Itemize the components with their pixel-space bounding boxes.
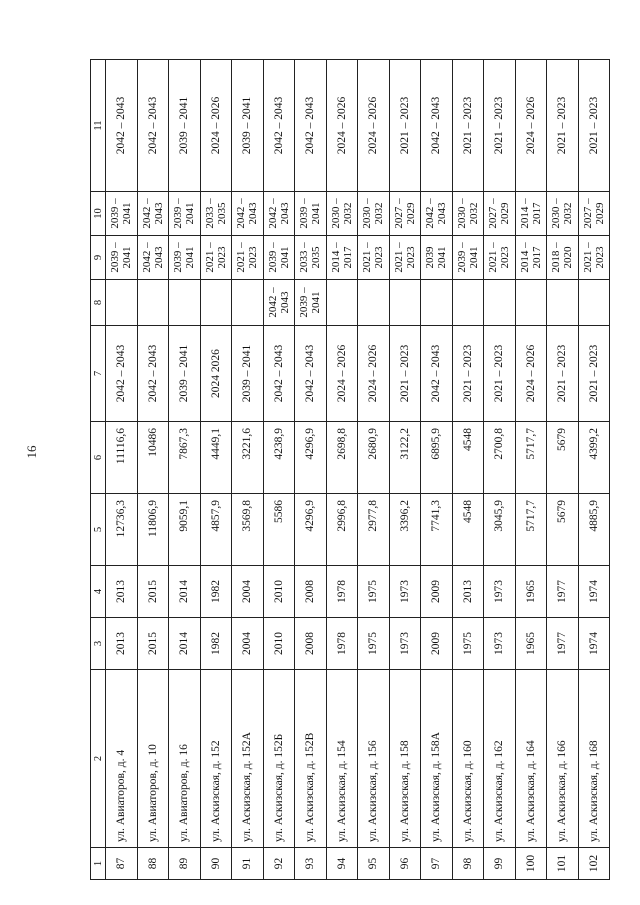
table-row — [452, 60, 484, 880]
period-col8-cell — [389, 280, 421, 326]
total-area-cell: 4548 — [452, 494, 484, 566]
period-col9-cell-line-a: 2039 – — [455, 242, 468, 273]
year-built-cell: 1965 — [515, 618, 547, 670]
year-built-cell: 2008 — [295, 618, 327, 670]
row-number: 95 — [358, 848, 390, 880]
final-period-cell: 2021 – 2023 — [578, 60, 610, 192]
year-built-cell: 1973 — [484, 618, 516, 670]
total-area-cell: 4885,9 — [578, 494, 610, 566]
living-area-cell: 7867,3 — [169, 422, 201, 494]
period-col9-cell — [326, 236, 358, 280]
living-area-cell: 3122,2 — [389, 422, 421, 494]
repair-period-cell: 2039 – 2041 — [232, 326, 264, 422]
year-built-cell: 1975 — [358, 618, 390, 670]
final-period-cell: 2042 – 2043 — [137, 60, 169, 192]
year-commissioned-cell: 1973 — [484, 566, 516, 618]
final-period-cell: 2039 – 2041 — [169, 60, 201, 192]
year-built-cell: 2004 — [232, 618, 264, 670]
row-number: 92 — [263, 848, 295, 880]
period-col9-cell-line-b: 2020 — [562, 246, 575, 269]
final-period-cell: 2021 – 2023 — [484, 60, 516, 192]
final-period-cell: 2039 – 2041 — [232, 60, 264, 192]
repair-period-cell: 2021 – 2023 — [452, 326, 484, 422]
address-cell: ул. Аскизская, д. 158 — [389, 670, 421, 848]
row-number: 102 — [578, 848, 610, 880]
period-col10-cell-line-a: 2027 – — [487, 198, 500, 229]
period-col8-cell — [200, 280, 232, 326]
table-row — [200, 60, 232, 880]
period-col10-cell-line-b: 2032 — [373, 202, 386, 225]
period-col10-cell — [137, 192, 169, 236]
repair-period-cell: 2039 – 2041 — [169, 326, 201, 422]
period-col8-cell — [169, 280, 201, 326]
final-period-cell: 2024 – 2026 — [200, 60, 232, 192]
period-col10-cell-line-a: 2030 – — [455, 198, 468, 229]
repair-period-cell: 2042 – 2043 — [421, 326, 453, 422]
period-col10-cell-line-a: 2030 – — [361, 198, 374, 229]
period-col9-cell — [232, 236, 264, 280]
period-col10-cell-line-b: 2029 — [593, 202, 606, 225]
row-number: 88 — [137, 848, 169, 880]
final-period-cell: 2024 – 2026 — [326, 60, 358, 192]
table-row — [263, 60, 295, 880]
repair-period-cell: 2021 – 2023 — [389, 326, 421, 422]
column-header-5: 5 — [91, 494, 106, 566]
address-cell: ул. Аскизская, д. 158А — [421, 670, 453, 848]
total-area-cell: 5717,7 — [515, 494, 547, 566]
period-col10-cell-line-b: 2017 — [530, 202, 543, 225]
period-col10-cell — [326, 192, 358, 236]
row-number: 87 — [106, 848, 138, 880]
year-commissioned-cell: 2014 — [169, 566, 201, 618]
address-cell: ул. Аскизская, д. 154 — [326, 670, 358, 848]
year-commissioned-cell: 2013 — [452, 566, 484, 618]
period-col10-cell-line-b: 2043 — [152, 202, 165, 225]
total-area-cell: 5586 — [263, 494, 295, 566]
period-col10-cell — [578, 192, 610, 236]
period-col8-cell — [232, 280, 264, 326]
living-area-cell: 6895,9 — [421, 422, 453, 494]
column-header-4: 4 — [91, 566, 106, 618]
period-col9-cell-line-a: 2039 — [424, 246, 437, 269]
rotated-table-wrap — [90, 60, 610, 880]
period-col9-cell — [421, 236, 453, 280]
column-header-7: 7 — [91, 326, 106, 422]
period-col9-cell-line-b: 2041 — [184, 246, 197, 269]
period-col10-cell-line-a: 2042 – — [266, 198, 279, 229]
year-commissioned-cell: 1978 — [326, 566, 358, 618]
year-commissioned-cell: 1965 — [515, 566, 547, 618]
period-col10-cell-line-b: 2043 — [278, 202, 291, 225]
period-col9-cell-line-a: 2033 – — [298, 242, 311, 273]
period-col8-cell — [137, 280, 169, 326]
period-col10-cell-line-a: 2042 – — [235, 198, 248, 229]
table-row — [232, 60, 264, 880]
period-col10-cell-line-a: 2033 – — [203, 198, 216, 229]
period-col10-cell — [389, 192, 421, 236]
period-col9-cell — [295, 236, 327, 280]
period-col9-cell — [200, 236, 232, 280]
repair-period-cell: 2024 – 2026 — [326, 326, 358, 422]
table-row — [137, 60, 169, 880]
row-number: 99 — [484, 848, 516, 880]
period-col9-cell-line-a: 2018 – — [550, 242, 563, 273]
period-col10-cell-line-a: 2039 – — [109, 198, 122, 229]
period-col10-cell — [106, 192, 138, 236]
period-col8-cell-line-b: 2041 — [310, 291, 323, 314]
address-cell: ул. Авиаторов, д. 4 — [106, 670, 138, 848]
year-built-cell: 2009 — [421, 618, 453, 670]
address-cell: ул. Аскизская, д. 164 — [515, 670, 547, 848]
final-period-cell: 2042 – 2043 — [106, 60, 138, 192]
period-col9-cell-line-b: 2035 — [310, 246, 323, 269]
period-col8-cell — [358, 280, 390, 326]
table-row — [326, 60, 358, 880]
page-number: 16 — [24, 445, 39, 459]
period-col9-cell — [515, 236, 547, 280]
header-row — [91, 60, 106, 880]
column-header-11: 11 — [91, 60, 106, 192]
table-row — [169, 60, 201, 880]
repair-period-cell: 2021 – 2023 — [578, 326, 610, 422]
address-cell: ул. Аскизская, д. 152В — [295, 670, 327, 848]
year-commissioned-cell: 2010 — [263, 566, 295, 618]
period-col9-cell-line-a: 2021 – — [487, 242, 500, 273]
final-period-cell: 2042 – 2043 — [295, 60, 327, 192]
address-cell: ул. Аскизская, д. 166 — [547, 670, 579, 848]
period-col9-cell-line-b: 2043 — [152, 246, 165, 269]
housing-table — [90, 59, 610, 880]
year-commissioned-cell: 1977 — [547, 566, 579, 618]
total-area-cell: 5679 — [547, 494, 579, 566]
period-col10-cell-line-b: 2029 — [499, 202, 512, 225]
repair-period-cell: 2021 – 2023 — [547, 326, 579, 422]
repair-period-cell: 2024 – 2026 — [358, 326, 390, 422]
year-built-cell: 2010 — [263, 618, 295, 670]
period-col9-cell-line-a: 2021 – — [392, 242, 405, 273]
living-area-cell: 4296,9 — [295, 422, 327, 494]
period-col9-cell-line-a: 2021 – — [361, 242, 374, 273]
period-col9-cell — [358, 236, 390, 280]
total-area-cell: 4296,9 — [295, 494, 327, 566]
row-number: 89 — [169, 848, 201, 880]
period-col10-cell — [263, 192, 295, 236]
row-number: 96 — [389, 848, 421, 880]
year-commissioned-cell: 1973 — [389, 566, 421, 618]
repair-period-cell: 2021 – 2023 — [484, 326, 516, 422]
living-area-cell: 2700,8 — [484, 422, 516, 494]
row-number: 97 — [421, 848, 453, 880]
period-col8-cell — [578, 280, 610, 326]
period-col8-cell-line-b: 2043 — [278, 291, 291, 314]
repair-period-cell: 2042 – 2043 — [263, 326, 295, 422]
year-built-cell: 1977 — [547, 618, 579, 670]
column-header-10: 10 — [91, 192, 106, 236]
repair-period-cell: 2042 – 2043 — [295, 326, 327, 422]
table-row — [358, 60, 390, 880]
period-col10-cell-line-b: 2041 — [310, 202, 323, 225]
period-col10-cell-line-a: 2039 – — [298, 198, 311, 229]
living-area-cell: 4399,2 — [578, 422, 610, 494]
period-col10-cell — [452, 192, 484, 236]
living-area-cell: 10486 — [137, 422, 169, 494]
year-commissioned-cell: 2009 — [421, 566, 453, 618]
living-area-cell: 4238,9 — [263, 422, 295, 494]
period-col8-cell — [263, 280, 295, 326]
period-col10-cell — [169, 192, 201, 236]
period-col9-cell-line-a: 2021 – — [203, 242, 216, 273]
table-body — [106, 60, 610, 880]
period-col9-cell — [137, 236, 169, 280]
period-col10-cell — [295, 192, 327, 236]
year-built-cell: 1975 — [452, 618, 484, 670]
final-period-cell: 2021 – 2023 — [452, 60, 484, 192]
period-col10-cell-line-b: 2035 — [215, 202, 228, 225]
row-number: 93 — [295, 848, 327, 880]
period-col10-cell-line-a: 2039 – — [172, 198, 185, 229]
period-col10-cell-line-a: 2030 – — [550, 198, 563, 229]
period-col8-cell — [515, 280, 547, 326]
living-area-cell: 11116,6 — [106, 422, 138, 494]
year-built-cell: 2013 — [106, 618, 138, 670]
living-area-cell: 2698,8 — [326, 422, 358, 494]
table-row — [389, 60, 421, 880]
period-col10-cell — [232, 192, 264, 236]
total-area-cell: 2977,8 — [358, 494, 390, 566]
year-built-cell: 1974 — [578, 618, 610, 670]
total-area-cell: 7741,3 — [421, 494, 453, 566]
row-number: 98 — [452, 848, 484, 880]
period-col9-cell-line-a: 2039 – — [109, 242, 122, 273]
living-area-cell: 4548 — [452, 422, 484, 494]
address-cell: ул. Авиаторов, д. 10 — [137, 670, 169, 848]
address-cell: ул. Аскизская, д. 160 — [452, 670, 484, 848]
address-cell: ул. Аскизская, д. 152 — [200, 670, 232, 848]
period-col9-cell-line-b: 2023 — [373, 246, 386, 269]
period-col9-cell-line-b: 2041 — [436, 246, 449, 269]
address-cell: ул. Аскизская, д. 156 — [358, 670, 390, 848]
column-header-2: 2 — [91, 670, 106, 848]
period-col9-cell-line-b: 2023 — [404, 246, 417, 269]
period-col9-cell — [578, 236, 610, 280]
year-commissioned-cell: 1975 — [358, 566, 390, 618]
repair-period-cell: 2042 – 2043 — [106, 326, 138, 422]
period-col9-cell — [263, 236, 295, 280]
total-area-cell: 9059,1 — [169, 494, 201, 566]
period-col8-cell-line-a: 2039 – — [298, 287, 311, 318]
address-cell: ул. Аскизская, д. 168 — [578, 670, 610, 848]
period-col10-cell — [421, 192, 453, 236]
row-number: 101 — [547, 848, 579, 880]
period-col9-cell-line-b: 2017 — [530, 246, 543, 269]
period-col8-cell-line-a: 2042 – — [266, 287, 279, 318]
final-period-cell: 2042 – 2043 — [421, 60, 453, 192]
period-col10-cell — [484, 192, 516, 236]
period-col9-cell — [169, 236, 201, 280]
table-row — [484, 60, 516, 880]
period-col10-cell — [515, 192, 547, 236]
total-area-cell: 4857,9 — [200, 494, 232, 566]
year-built-cell: 2015 — [137, 618, 169, 670]
period-col10-cell-line-b: 2041 — [121, 202, 134, 225]
period-col10-cell-line-a: 2014 – — [518, 198, 531, 229]
period-col9-cell-line-b: 2023 — [247, 246, 260, 269]
living-area-cell: 5679 — [547, 422, 579, 494]
final-period-cell: 2042 – 2043 — [263, 60, 295, 192]
period-col9-cell-line-a: 2039 – — [172, 242, 185, 273]
period-col9-cell — [389, 236, 421, 280]
row-number: 100 — [515, 848, 547, 880]
period-col9-cell-line-a: 2014 – — [329, 242, 342, 273]
address-cell: ул. Аскизская, д. 152А — [232, 670, 264, 848]
period-col8-cell — [295, 280, 327, 326]
repair-period-cell: 2024 2026 — [200, 326, 232, 422]
period-col9-cell-line-a: 2039 – — [266, 242, 279, 273]
total-area-cell: 12736,3 — [106, 494, 138, 566]
period-col8-cell — [326, 280, 358, 326]
final-period-cell: 2024 – 2026 — [515, 60, 547, 192]
living-area-cell: 5717,7 — [515, 422, 547, 494]
period-col9-cell-line-a: 2042 – — [140, 242, 153, 273]
period-col9-cell-line-b: 2041 — [467, 246, 480, 269]
table-row — [421, 60, 453, 880]
period-col10-cell-line-b: 2032 — [562, 202, 575, 225]
period-col10-cell-line-b: 2043 — [247, 202, 260, 225]
total-area-cell: 3569,8 — [232, 494, 264, 566]
address-cell: ул. Аскизская, д. 152Б — [263, 670, 295, 848]
year-built-cell: 1982 — [200, 618, 232, 670]
year-commissioned-cell: 2013 — [106, 566, 138, 618]
living-area-cell: 2680,9 — [358, 422, 390, 494]
year-commissioned-cell: 2015 — [137, 566, 169, 618]
period-col10-cell-line-b: 2029 — [404, 202, 417, 225]
period-col8-cell — [421, 280, 453, 326]
period-col10-cell-line-a: 2027 – — [392, 198, 405, 229]
repair-period-cell: 2042 – 2043 — [137, 326, 169, 422]
period-col8-cell — [452, 280, 484, 326]
period-col10-cell-line-b: 2041 — [184, 202, 197, 225]
period-col9-cell-line-b: 2023 — [215, 246, 228, 269]
period-col9-cell-line-b: 2017 — [341, 246, 354, 269]
total-area-cell: 11806,9 — [137, 494, 169, 566]
row-number: 90 — [200, 848, 232, 880]
year-commissioned-cell: 1982 — [200, 566, 232, 618]
period-col8-cell — [106, 280, 138, 326]
period-col8-cell — [484, 280, 516, 326]
row-number: 94 — [326, 848, 358, 880]
period-col9-cell-line-b: 2041 — [121, 246, 134, 269]
living-area-cell: 3221,6 — [232, 422, 264, 494]
period-col10-cell — [358, 192, 390, 236]
period-col10-cell-line-b: 2032 — [341, 202, 354, 225]
year-commissioned-cell: 2004 — [232, 566, 264, 618]
year-commissioned-cell: 2008 — [295, 566, 327, 618]
total-area-cell: 3396,2 — [389, 494, 421, 566]
column-header-3: 3 — [91, 618, 106, 670]
column-header-1: 1 — [91, 848, 106, 880]
period-col9-cell-line-a: 2021 – — [581, 242, 594, 273]
period-col9-cell — [452, 236, 484, 280]
period-col10-cell — [547, 192, 579, 236]
total-area-cell: 2996,8 — [326, 494, 358, 566]
table-row — [106, 60, 138, 880]
period-col10-cell — [200, 192, 232, 236]
period-col10-cell-line-b: 2032 — [467, 202, 480, 225]
living-area-cell: 4449,1 — [200, 422, 232, 494]
column-header-9: 9 — [91, 236, 106, 280]
final-period-cell: 2021 – 2023 — [547, 60, 579, 192]
final-period-cell: 2021 – 2023 — [389, 60, 421, 192]
period-col9-cell-line-a: 2014 – — [518, 242, 531, 273]
table-row — [578, 60, 610, 880]
address-cell: ул. Аскизская, д. 162 — [484, 670, 516, 848]
year-built-cell: 1978 — [326, 618, 358, 670]
table-row — [295, 60, 327, 880]
row-number: 91 — [232, 848, 264, 880]
total-area-cell: 3045,9 — [484, 494, 516, 566]
period-col10-cell-line-a: 2042 – — [140, 198, 153, 229]
column-header-8: 8 — [91, 280, 106, 326]
table-row — [515, 60, 547, 880]
period-col9-cell — [484, 236, 516, 280]
period-col8-cell — [547, 280, 579, 326]
period-col10-cell-line-a: 2030 – — [329, 198, 342, 229]
period-col10-cell-line-a: 2027 – — [581, 198, 594, 229]
year-built-cell: 1973 — [389, 618, 421, 670]
period-col10-cell-line-a: 2042 – — [424, 198, 437, 229]
period-col9-cell-line-b: 2023 — [499, 246, 512, 269]
period-col9-cell — [106, 236, 138, 280]
period-col9-cell-line-b: 2023 — [593, 246, 606, 269]
period-col9-cell-line-a: 2021 – — [235, 242, 248, 273]
table-row — [547, 60, 579, 880]
column-header-6: 6 — [91, 422, 106, 494]
year-commissioned-cell: 1974 — [578, 566, 610, 618]
address-cell: ул. Авиаторов, д. 16 — [169, 670, 201, 848]
period-col9-cell — [547, 236, 579, 280]
final-period-cell: 2024 – 2026 — [358, 60, 390, 192]
period-col9-cell-line-b: 2041 — [278, 246, 291, 269]
repair-period-cell: 2024 – 2026 — [515, 326, 547, 422]
year-built-cell: 2014 — [169, 618, 201, 670]
period-col10-cell-line-b: 2043 — [436, 202, 449, 225]
